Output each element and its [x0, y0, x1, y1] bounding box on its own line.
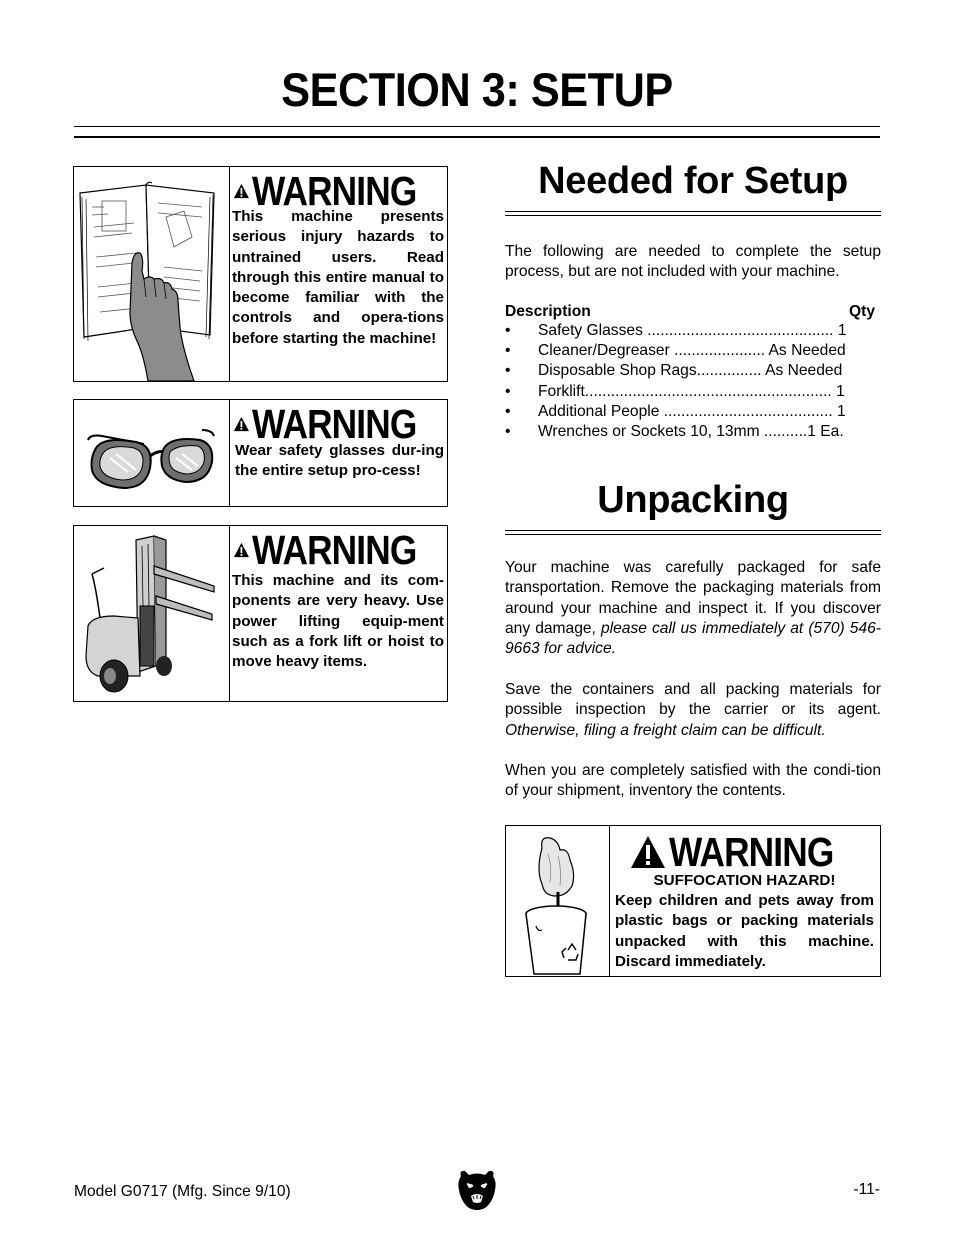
warning-box-heavy — [73, 525, 448, 702]
column-description: Description — [505, 303, 591, 320]
list-item: • Cleaner/Degreaser ..................... As Needed — [505, 342, 846, 360]
warning-text: Wear safety glasses dur-ing the entire setup pro-cess! — [235, 442, 444, 480]
discard-bag-icon — [506, 826, 609, 976]
warning-triangle-icon — [233, 532, 250, 568]
list-item: • Forklift......................................................... 1 — [505, 382, 845, 400]
page-title: SECTION 3: SETUP — [281, 63, 673, 116]
warning-text: This machine and its com-ponents are very heavy. Use power lifting equip-ment such as a fork lift or hoist to move heavy items. — [232, 572, 444, 671]
warning-header — [233, 526, 443, 573]
warning-label: WARNING — [251, 400, 417, 447]
warning-triangle-icon — [629, 834, 667, 870]
bear-logo — [455, 1168, 499, 1217]
warning-text: This machine presents serious injury hazards to untrained users. Read through this entire manual to become familiar with the controls and opera-tions before starting the machine! — [232, 208, 444, 347]
list-item: • Disposable Shop Rags............... As Needed — [505, 362, 843, 380]
warning-triangle-icon — [233, 406, 250, 442]
warning-text: Keep children and pets away from plastic bags or packing materials unpacked with this machine. Discard immediately. — [615, 892, 874, 970]
heading-rule — [505, 211, 881, 212]
bear-head-logo-icon — [455, 1168, 499, 1212]
warning-box-manual — [73, 166, 448, 382]
list-item: • Wrenches or Sockets 10, 13mm ..........1 Ea. — [505, 423, 844, 441]
warning-label: WARNING — [668, 828, 834, 875]
warning-label: WARNING — [251, 526, 417, 573]
unpacking-paragraph-3: When you are completely satisfied with the condi-tion of your shipment, inventory the contents. — [505, 762, 881, 800]
column-qty: Qty — [849, 303, 875, 320]
needed-list — [505, 303, 875, 442]
forklift-illustration — [74, 526, 230, 701]
manual-illustration — [74, 167, 230, 381]
unpacking-paragraph-1: Your machine was carefully packaged for safe transportation. Remove the packaging materials from around your machine and inspect it. If you discover any damage, please call us immediately at (570) 546-9663 for advice. — [505, 559, 881, 658]
safety-glasses-icon — [74, 400, 229, 506]
needed-for-setup-heading: Needed for Setup — [538, 160, 848, 202]
trash-bag-illustration — [506, 826, 610, 976]
warning-box-suffocation — [505, 825, 881, 977]
title-rule-bottom — [74, 136, 880, 138]
warning-label: WARNING — [251, 167, 417, 214]
unpacking-paragraph-2: Save the containers and all packing materials for possible inspection by the carrier or its agent. Otherwise, filing a freight claim can be difficult. — [505, 681, 881, 739]
heading-rule — [505, 534, 881, 535]
glasses-illustration — [74, 400, 230, 506]
title-rule-top — [74, 126, 880, 127]
warning-triangle-icon — [233, 173, 250, 209]
needed-intro: The following are needed to complete the setup process, but are not included with your machine. — [505, 243, 881, 281]
warning-header — [613, 828, 876, 875]
forklift-icon — [74, 526, 229, 701]
heading-rule — [505, 215, 881, 216]
list-header — [505, 303, 875, 321]
reading-manual-icon — [74, 167, 229, 381]
warning-header — [233, 400, 443, 447]
heading-rule — [505, 530, 881, 531]
warning-title: SUFFOCATION HAZARD! — [653, 872, 836, 889]
footer-page-number: -11- — [853, 1181, 880, 1198]
warning-box-safety-glasses — [73, 399, 448, 507]
footer-model: Model G0717 (Mfg. Since 9/10) — [74, 1183, 291, 1200]
list-item: • Safety Glasses ........................................... 1 — [505, 322, 847, 339]
warning-header — [233, 167, 443, 214]
unpacking-heading: Unpacking — [597, 479, 789, 521]
list-item: • Additional People ....................................... 1 — [505, 402, 846, 420]
